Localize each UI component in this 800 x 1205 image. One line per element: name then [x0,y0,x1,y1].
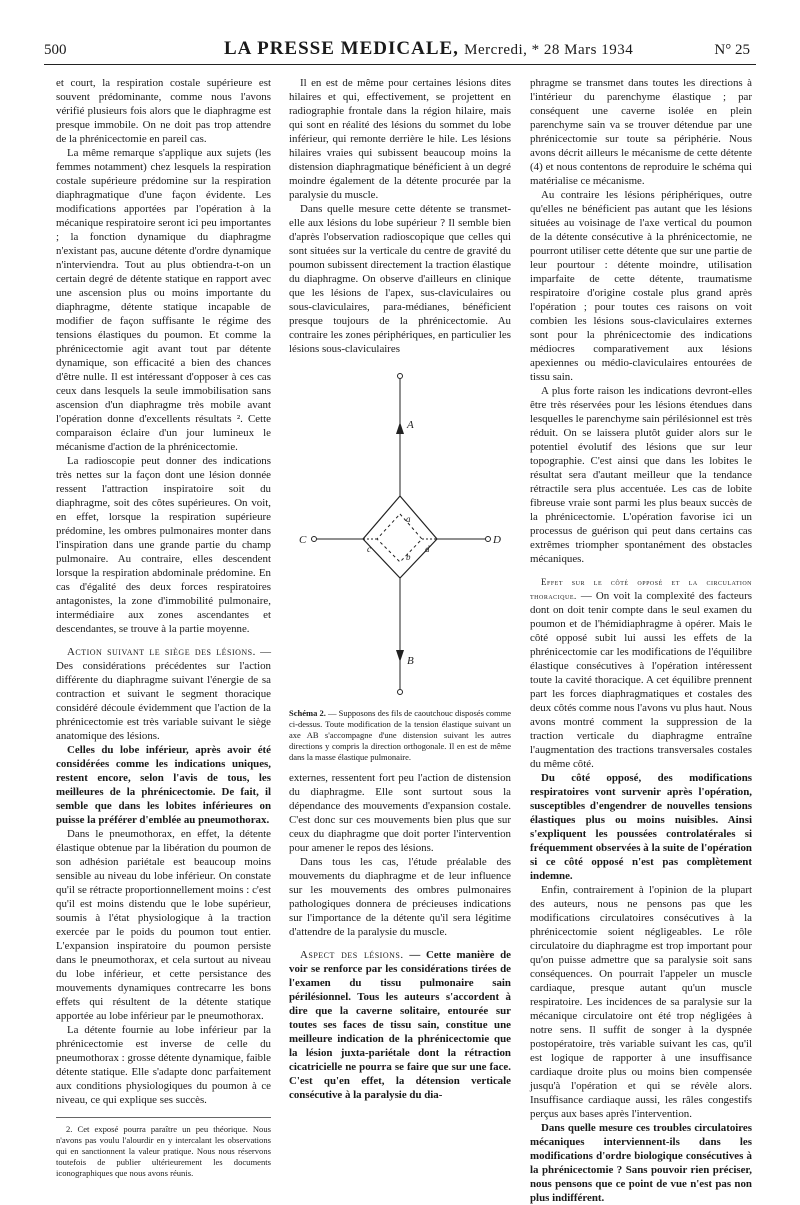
footnote-text: 2. Cet exposé pourra paraître un peu théorique. Nous n'avons pas voulu l'alourdir en y intercalant les observations qui en sanctionnent la valeur pratique. Nous nous réservons toutefois de publier ultérieurement les documents iconographiques que nous avons réunis. [56,1124,271,1178]
page-header [44,34,756,65]
paragraph: et court, la respiration costale supérieure est souvent prédominante, comme nous l'avons vérifié plusieurs fois alors que le diaphragme est presque immobile. On ne doit pas trop attendre de la phrénicectomie en pareil cas. [56,77,271,145]
paragraph: A plus forte raison les indications devront-elles être très réservées pour les lésions étendues dans lesquelles le parenchyme sain périlésionnel est très réduit. On se laissera plutôt guider alors sur le potentiel évolutif des lésions que sur leur topographie. C'est ainsi que dans les lobites le résultat sera d'autant meilleur que la tendance rétractile sera plus accentuée. Les cas de lobite fibreuse vraie sont parmi les plus beaux succès de la phrénicectomie. L'opération favorise ici un processus de guérison qui peut dans certains cas extrêmes triompher spontanément des obstacles mécaniques. [530,385,752,565]
arrow-up [396,422,404,434]
paragraph: externes, ressentent fort peu l'action de distension du diaphragme. Elle sont surtout sous la dépendance des mouvements d'expansion costale. C'est donc sur ces mouvements bien plus que sur ceux du diaphragme que doit porter l'intervention pour amener le repos des lésions. [289,772,511,855]
label-d: d [425,544,430,554]
bold-paragraph: Celles du lobe inférieur, après avoir été considérées comme les indications uniques, restent encore, selon l'avis de tous, les meilleures de la phrénicectomie. De fait, il semble que dans les lobites inférieures on puisse la préférer d'emblée au pneumothorax. [56,744,271,826]
paragraph: Dans tous les cas, l'étude préalable des mouvements du diaphragme et de leur influence sur les mouvements des ombres pulmonaires pathologiques donnera de précieuses indications sur l'importance de la détente qu'il sera légitime d'attendre de la paralysie du muscle. [289,856,511,939]
paragraph: Du côté opposé, des modifications respiratoires vont survenir après l'opération, susceptibles d'engendrer de nouvelles tensions élastiques plus ou moins nuisibles. Ainsi s'expliquent les poussées controlatérales si fréquemment observées à la suite de l'opération si ce côté opposé n'est pas complètement indemne. [530,772,752,882]
paragraph: La même remarque s'applique aux sujets (les femmes notamment) chez lesquels la respiration costale supérieure prédomine sur la respiration diaphragmatique d'une façon évidente. Les modifications apportées par l'opération à la mécanique respiratoire seront ici peu importantes ; la fonction dynamique du diaphragme n'existant pas, aucune détente d'ordre dynamique n'interviendra. Tout au plus obtiendra-t-on un certain degré de détente statique en rapport avec une ascension plus ou moins importante du diaphragme, détente statique incapable de modifier de façon suffisante le régime des tensions élastiques du poumon. Et comme la phrénicectomie agit avant tout par détente dynamique, son efficacité a bien des chances d'être nulle. Il est intéressant d'opposer à ces cas ceux dans lesquels la seule immobilisation sans ascension d'un diaphragme très mobile avant l'opération donne d'excellents résultats ². Cette comparaison éclaire d'un jour lumineux le mécanisme d'action de la phrénicectomie. [56,147,272,453]
section-heading: Effet sur le côté opposé et la circulation thoracique. [530,577,752,601]
section-text: — Des considérations précédentes sur l'action différente du diaphragme suivant l'énergie de sa contraction et suivant le segment thoracique considéré découle évidemment que l'action de la phrénicectomie est très variable suivant le siège anatomique des lésions. [56,646,271,742]
schema-figure [289,364,511,704]
issue-number: N° 25 [714,42,750,58]
label-D: D [493,534,501,546]
journal-title [224,38,633,60]
caption-label: Schéma 2. [289,708,326,718]
column-2 [289,76,511,1102]
paragraph: Dans le pneumothorax, en effet, la détente élastique obtenue par la libération du poumon de son adhésion pariétale est beaucoup moins sensible au niveau du lobe inférieur. On constate qu'il se rétracte proportionnellement moins : c'est qu'il est moins distendu que le lobe supérieur, soumis à l'état physiologique à la traction exercée par le poids du poumon tout entier. L'expansion inspiratoire du poumon persiste dans le pneumothorax, et cela surtout au niveau du lobe inférieur, et cette persistance des mouvements dynamiques contrecarre les bons effets qui résultent de la détente statique apportée au lobe inférieur par le pneumothorax. [56,828,271,1022]
paragraph: phragme se transmet dans toutes les directions à l'intérieur du parenchyme élastique ; par conséquent une caverne isolée en plein parenchyme sain va se trouver détendue par une phrénicectomie sur toute sa périphérie. Nous avons décrit ailleurs le mécanisme de cette détente (4) et nous contentons de reproduire le schéma qui matérialise ce mécanisme. [530,77,752,187]
top-anchor [398,374,403,379]
section-paragraph [530,575,752,771]
section-text: — Cette manière de voir se renforce par les considérations tirées de l'examen du tissu pulmonaire sain périlésionnel. Tous les auteurs s'accordent à dire que la caverne solitaire, entourée sur toutes ses faces de tissu sain, constitue une meilleure indication de la phrénicectomie que la lésion juxta-pariétale dont la rétraction cicatricielle ne pourra se faire que sur une face. C'est qu'en effet, la détension verticale consécutive à la paralysie du dia- [289,949,512,1102]
paragraph: Dans quelle mesure cette détente se transmet-elle aux lésions du lobe supérieur ? Il semble bien d'après l'observation radioscopique que celles qui sont situées sur la verticale du centre de gravité du poumon subissent directement la traction élastique du diaphragme. On observe d'ailleurs en clinique que les lésions de l'apex, sus-claviculaires ou sous-claviculaires, para-médianes, bénéficient presque toujours de la phrénicectomie. Au contraire les zones périphériques, en particulier les lésions sous-claviculaires [289,203,511,355]
paragraph: Enfin, contrairement à l'opinion de la plupart des auteurs, nous ne pensons pas que les modifications circulatoires consécutives à la phrénicectomie soient négligeables. Le rôle circulatoire du diaphragme est trop important pour qu'on puisse admettre que sa paralysie soit sans conséquences. On pourrait l'appeler un muscle cardiaque, presque autant qu'un muscle respiratoire. Les incidences de sa paralysie sur la mécanique circulatoire ont été trop négligées à notre sens. Il suffit de songer à la dyspnée postopératoire, très variable suivant les cas, qu'il est logique de rapporter à une insuffisance cardiaque droite plus ou moins bien compensée jusqu'à l'opération et qui se révèle alors. Insuffisance cardiaque aussi, les râles congestifs perçus aux bases après l'intervention. [530,884,752,1120]
paragraph: Au contraire les lésions périphériques, outre qu'elles ne bénéficient pas autant que les lésions situées au voisinage de l'axe vertical du poumon de la détente consécutive à la phrénicectomie, ne pourront utiliser cette détente que sur une partie de leur pourtour : détente moindre, utilisation imparfaite de cette détente, traumatisme respiratoire d'origine costale plus grand après l'opération ; pour toutes ces raisons on voit combien les lésions sous-claviculaires externes sont pour la phrénicectomie des indications médiocres comparativement aux lésions apexiennes ou médio-claviculaires entourées de tissu sain. [530,189,752,383]
paragraph: Dans quelle mesure ces troubles circulatoires mécaniques interviennent-ils dans les modifications d'ordre biologique consécutives à la phrénicectomie ? Sans pouvoir rien préciser, nous pensons que ce point de vue n'est pas non plus indifférent. [530,1122,752,1204]
section-paragraph [56,645,271,743]
label-C: C [299,534,307,546]
elastic-threads-diagram [289,364,511,704]
page-number: 500 [44,42,67,58]
rhombus-solid [363,496,437,578]
column-3 [530,76,752,1205]
label-B: B [407,655,414,667]
right-anchor [486,537,491,542]
column-1 [56,76,271,1179]
issue-date: Mercredi, * 28 Mars 1934 [464,42,634,58]
section-heading: Action suivant le siège des lésions. [67,646,256,658]
paragraph: La radioscopie peut donner des indications très nettes sur la façon dont une lésion donnée ressent l'attraction inspiratoire soit du diaphragme, soit des côtes supérieures. On voit, en effet, lorsque la respiration supérieure prédomine, les ombres pulmonaires monter dans l'inspiration dans une grande partie du champ pulmonaire. Au contraire, elles descendent lorsque la respiration abdominale prédomine. En cas d'égalité des deux forces respiratoires antagonistes, la zone d'immobilité pulmonaire, intermédiaire aux zones ascendantes et descendantes, se trouve à la partie moyenne. [56,455,271,635]
paragraph: La détente fournie au lobe inférieur par la phrénicectomie est inverse de celle du pneumothorax : grosse détente dynamique, faible détente statique. Elle s'adapte donc parfaitement aux conditions physiologiques du poumon à ce niveau, ce qui explique ses succès. [56,1024,271,1106]
bottom-anchor [398,690,403,695]
caption-text: — Supposons des fils de caoutchouc disposés comme ci-dessus. Toute modification de la tension élastique suivant un axe AB s'accompagne d'une distension suivant les autres directions y compris la direction orthogonale. Il en est de même dans la masse élastique pulmonaire. [289,708,511,763]
figure-caption [289,708,511,763]
label-a: a [406,514,411,524]
section-text: — On voit la complexité des facteurs dont on doit tenir compte dans le seul examen du poumon et de l'hémidiaphragme à opérer. Mais le côté opposé subit lui aussi les effets de la phrénicectomie car les modifications de l'équilibre élastique consécutives à l'opération intéressent toute la cavité thoracique. A cet équilibre prennent part les forces diaphragmatiques et costales des deux côtés comme nous l'avons vu plus haut. Nous avons montré comment la suppression de la traction verticale du diaphragme entraîne l'augmentation des tractions transversales costales du même côté. [530,590,752,770]
paragraph: Il en est de même pour certaines lésions dites hilaires et qui, effectivement, se projettent en radiographie frontale dans la région hilaire, mais qui sont en réalité des lésions du sommet du lobe inférieur, qui remonte derrière le hile. Les lésions hilaires vraies qui subissent beaucoup moins la distension diaphragmatique bénéficient à un degré moindre également de la détente procurée par la paralysie du muscle. [289,77,511,201]
rhombus-dashed [377,514,422,562]
section-paragraph [289,948,511,1102]
footnote [56,1117,271,1179]
label-c: c [367,544,371,554]
section-heading: Aspect des lésions. [300,949,404,962]
journal-name: LA PRESSE MEDICALE, [224,38,459,59]
label-A: A [407,419,414,431]
left-anchor [312,537,317,542]
label-b: b [406,552,411,562]
arrow-down [396,650,404,662]
